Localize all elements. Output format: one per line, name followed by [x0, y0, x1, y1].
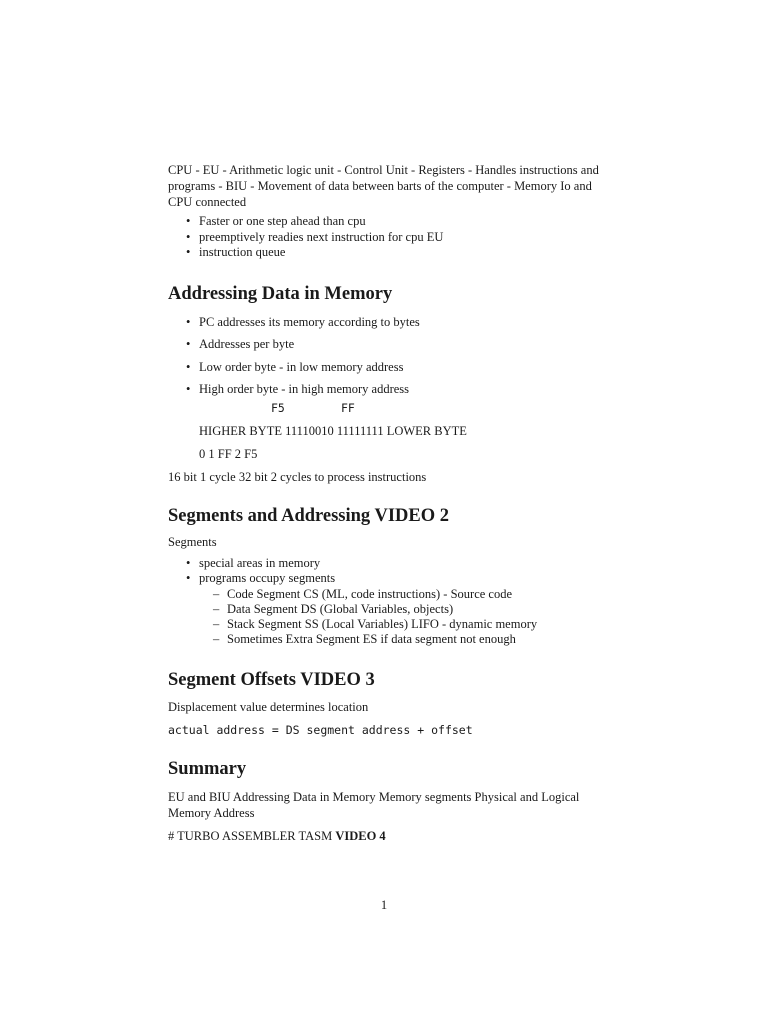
- segments-bullet-list: [168, 556, 608, 647]
- section-heading-summary: Summary: [168, 758, 247, 779]
- tasm-video-label: VIDEO 4: [335, 828, 386, 843]
- list-item: • High order byte - in high memory address: [168, 382, 608, 398]
- segments-label: Segments: [168, 534, 217, 549]
- offsets-paragraph: Displacement value determines location: [168, 699, 369, 714]
- order-line: 0 1 FF 2 F5: [199, 446, 258, 461]
- summary-paragraph: EU and BIU Addressing Data in Memory Memory segments Physical and Logical Memory Address: [168, 789, 580, 820]
- intro-bullet-list: [168, 214, 608, 261]
- tasm-line-text: # TURBO ASSEMBLER TASM: [168, 828, 336, 843]
- segments-sub-list: [199, 587, 608, 647]
- offset-formula: actual address = DS segment address + offset: [168, 722, 473, 737]
- page-number: 1: [380, 898, 388, 912]
- list-item: [168, 571, 608, 647]
- list-item: • PC addresses its memory according to bytes: [168, 315, 608, 331]
- list-item: • Low order byte - in low memory address: [168, 360, 608, 376]
- section-heading-segments: Segments and Addressing VIDEO 2: [168, 505, 449, 526]
- list-item-label: programs occupy segments: [199, 571, 336, 585]
- hex-values-row: [168, 400, 608, 416]
- list-item: • special areas in memory: [168, 556, 608, 572]
- document-page: [168, 162, 608, 844]
- addressing-bullet-list: [168, 315, 608, 398]
- byte-line: HIGHER BYTE 11110010 11111111 LOWER BYTE: [199, 423, 467, 438]
- section-heading-addressing: Addressing Data in Memory: [168, 283, 393, 304]
- sub-list-item: – Code Segment CS (ML, code instructions) - Source code: [199, 587, 608, 602]
- hex-low-value: FF: [341, 400, 355, 415]
- tasm-line: [168, 828, 608, 844]
- list-item: • preemptively readies next instruction for cpu EU: [168, 230, 608, 246]
- sub-list-item: – Sometimes Extra Segment ES if data segment not enough: [199, 632, 608, 647]
- sub-list-item: – Stack Segment SS (Local Variables) LIFO - dynamic memory: [199, 617, 608, 632]
- intro-paragraph: CPU - EU - Arithmetic logic unit - Control Unit - Registers - Handles instructions and programs - BIU - Movement of data between barts of the computer - Memory Io and CPU connected: [168, 163, 599, 209]
- list-item: • Addresses per byte: [168, 337, 608, 353]
- cycles-line: 16 bit 1 cycle 32 bit 2 cycles to process instructions: [168, 469, 427, 484]
- sub-list-item: – Data Segment DS (Global Variables, objects): [199, 602, 608, 617]
- hex-high-value: F5: [271, 400, 285, 415]
- list-item: • Faster or one step ahead than cpu: [168, 214, 608, 230]
- list-item: • instruction queue: [168, 245, 608, 261]
- section-heading-offsets: Segment Offsets VIDEO 3: [168, 669, 375, 690]
